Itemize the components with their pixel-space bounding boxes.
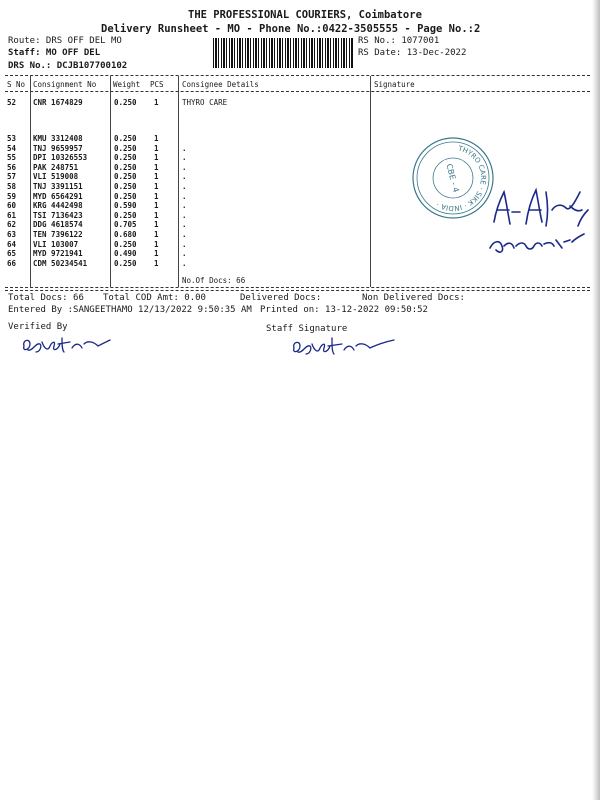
row-weight: 0.250 <box>114 134 137 143</box>
col-header-consignment: Consignment No <box>33 80 97 89</box>
handwritten-signature-note <box>482 170 592 260</box>
no-of-docs: No.Of Docs: 66 <box>182 276 246 285</box>
row-weight: 0.250 <box>114 98 137 107</box>
row-consignee-details: . <box>182 172 187 182</box>
row-weight: 0.250 <box>114 143 137 153</box>
row-weight: 0.250 <box>114 210 137 220</box>
row-sno: 58 <box>7 182 17 191</box>
row-sno: 62 <box>7 220 17 230</box>
total-docs: Total Docs: 66 <box>8 293 84 303</box>
row-pcs: 1 <box>154 153 159 163</box>
row-sno: 52 <box>7 98 17 107</box>
table-header-rule <box>5 91 590 92</box>
barcode <box>213 38 353 68</box>
staff-label: Staff: MO OFF DEL <box>8 48 101 58</box>
row-pcs: 1 <box>154 220 159 230</box>
col-header-consignee: Consignee Details <box>182 80 259 89</box>
row-consignee-details: . <box>182 162 187 172</box>
row-weight: 0.250 <box>114 191 137 201</box>
row-sno: 65 <box>7 249 17 259</box>
staff-signature <box>288 334 398 360</box>
row-pcs: 1 <box>154 134 159 143</box>
verified-by-signature <box>18 332 113 358</box>
row-weight: 0.250 <box>114 182 137 191</box>
row-consignment-no: DPI 10326553 <box>33 153 88 163</box>
row-consignment-no: TNJ 3391151 <box>33 182 83 191</box>
row-weight: 0.250 <box>114 172 137 182</box>
row-consignee-details: . <box>182 143 187 153</box>
total-cod-amount: Total COD Amt: 0.00 <box>103 293 206 303</box>
company-title: THE PROFESSIONAL COURIERS, Coimbatore <box>188 9 422 21</box>
staff-signature-label: Staff Signature <box>266 324 348 334</box>
row-consignee-details: . <box>182 258 187 268</box>
row-consignment-no: CNR 1674829 <box>33 98 83 107</box>
route-label: Route: DRS OFF DEL MO <box>8 36 122 46</box>
table-bottom-rule <box>5 287 590 288</box>
row-consignment-no: TEN 7396122 <box>33 230 83 239</box>
svg-text:CBE - 4: CBE - 4 <box>444 162 461 194</box>
row-weight: 0.250 <box>114 153 137 163</box>
row-pcs: 1 <box>154 191 159 201</box>
row-pcs: 1 <box>154 210 159 220</box>
row-pcs: 1 <box>154 172 159 182</box>
row-consignment-no: VLI 103007 <box>33 239 79 249</box>
row-consignment-no: DDG 4618574 <box>33 220 83 230</box>
row-pcs: 1 <box>154 143 159 153</box>
delivered-docs: Delivered Docs: <box>240 293 322 303</box>
col-header-weight: Weight <box>113 80 141 89</box>
row-consignment-no: VLI 519008 <box>33 172 79 182</box>
row-sno: 66 <box>7 258 17 268</box>
row-pcs: 1 <box>154 98 159 107</box>
row-pcs: 1 <box>154 258 159 268</box>
printed-on: Printed on: 13-12-2022 09:50:52 <box>260 305 428 315</box>
row-consignee-details: . <box>182 182 187 191</box>
row-sno: 63 <box>7 230 17 239</box>
row-weight: 0.590 <box>114 201 137 211</box>
row-sno: 57 <box>7 172 17 182</box>
runsheet-title: Delivery Runsheet - MO - Phone No.:0422-3505555 - Page No.:2 <box>101 23 481 35</box>
row-weight: 0.490 <box>114 249 137 259</box>
row-consignment-no: KMU 3312408 <box>33 134 83 143</box>
svg-text:THYRO CARE · SIKK · INDIA ·: THYRO CARE · SIKK · INDIA · <box>435 144 488 213</box>
row-pcs: 1 <box>154 230 159 239</box>
verified-by-label: Verified By <box>8 322 68 332</box>
row-sno: 64 <box>7 239 17 249</box>
row-consignee-details: THYRO CARE <box>182 98 228 107</box>
row-consignment-no: TSI 7136423 <box>33 210 83 220</box>
entered-by: Entered By :SANGEETHAMO 12/13/2022 9:50:35 AM <box>8 305 252 315</box>
row-consignment-no: KRG 4442498 <box>33 201 83 211</box>
col-divider-4 <box>370 76 371 287</box>
row-pcs: 1 <box>154 239 159 249</box>
row-weight: 0.250 <box>114 162 137 172</box>
row-consignment-no: PAK 248751 <box>33 162 79 172</box>
row-pcs: 1 <box>154 182 159 191</box>
col-header-sno: S No <box>7 80 26 89</box>
footer-rule <box>5 290 590 291</box>
row-weight: 0.250 <box>114 258 137 268</box>
col-divider-3 <box>178 76 179 287</box>
scan-edge-shadow <box>592 0 600 800</box>
row-sno: 61 <box>7 210 17 220</box>
row-weight: 0.705 <box>114 220 137 230</box>
row-sno: 54 <box>7 143 17 153</box>
row-consignment-no: TNJ 9659957 <box>33 143 83 153</box>
row-weight: 0.680 <box>114 230 137 239</box>
row-consignment-no: MYD 6564291 <box>33 191 83 201</box>
non-delivered-docs: Non Delivered Docs: <box>362 293 465 303</box>
row-consignment-no: CDM 50234541 <box>33 258 88 268</box>
col-header-pcs: PCS <box>150 80 164 89</box>
row-sno: 55 <box>7 153 17 163</box>
row-sno: 53 <box>7 134 17 143</box>
drs-number: DRS No.: DCJB107700102 <box>8 61 128 71</box>
row-sno: 56 <box>7 162 17 172</box>
row-consignment-no: MYD 9721941 <box>33 249 83 259</box>
row-consignee-details: . <box>182 201 187 211</box>
row-sno: 60 <box>7 201 17 211</box>
row-weight: 0.250 <box>114 239 137 249</box>
row-consignee-details: . <box>182 239 187 249</box>
row-sno: 59 <box>7 191 17 201</box>
col-divider-1 <box>30 76 31 287</box>
row-consignee-details: . <box>182 210 187 220</box>
row-pcs: 1 <box>154 201 159 211</box>
col-header-signature: Signature <box>374 80 415 89</box>
rs-number: RS No.: 1077001 <box>358 36 440 46</box>
row-consignee-details: . <box>182 191 187 201</box>
row-consignee-details: . <box>182 230 187 239</box>
row-pcs: 1 <box>154 162 159 172</box>
rs-date: RS Date: 13-Dec-2022 <box>358 48 467 58</box>
row-consignee-details: . <box>182 153 187 163</box>
row-consignee-details: . <box>182 220 187 230</box>
table-top-rule <box>5 75 590 76</box>
col-divider-2 <box>110 76 111 287</box>
row-consignee-details: . <box>182 249 187 259</box>
row-pcs: 1 <box>154 249 159 259</box>
